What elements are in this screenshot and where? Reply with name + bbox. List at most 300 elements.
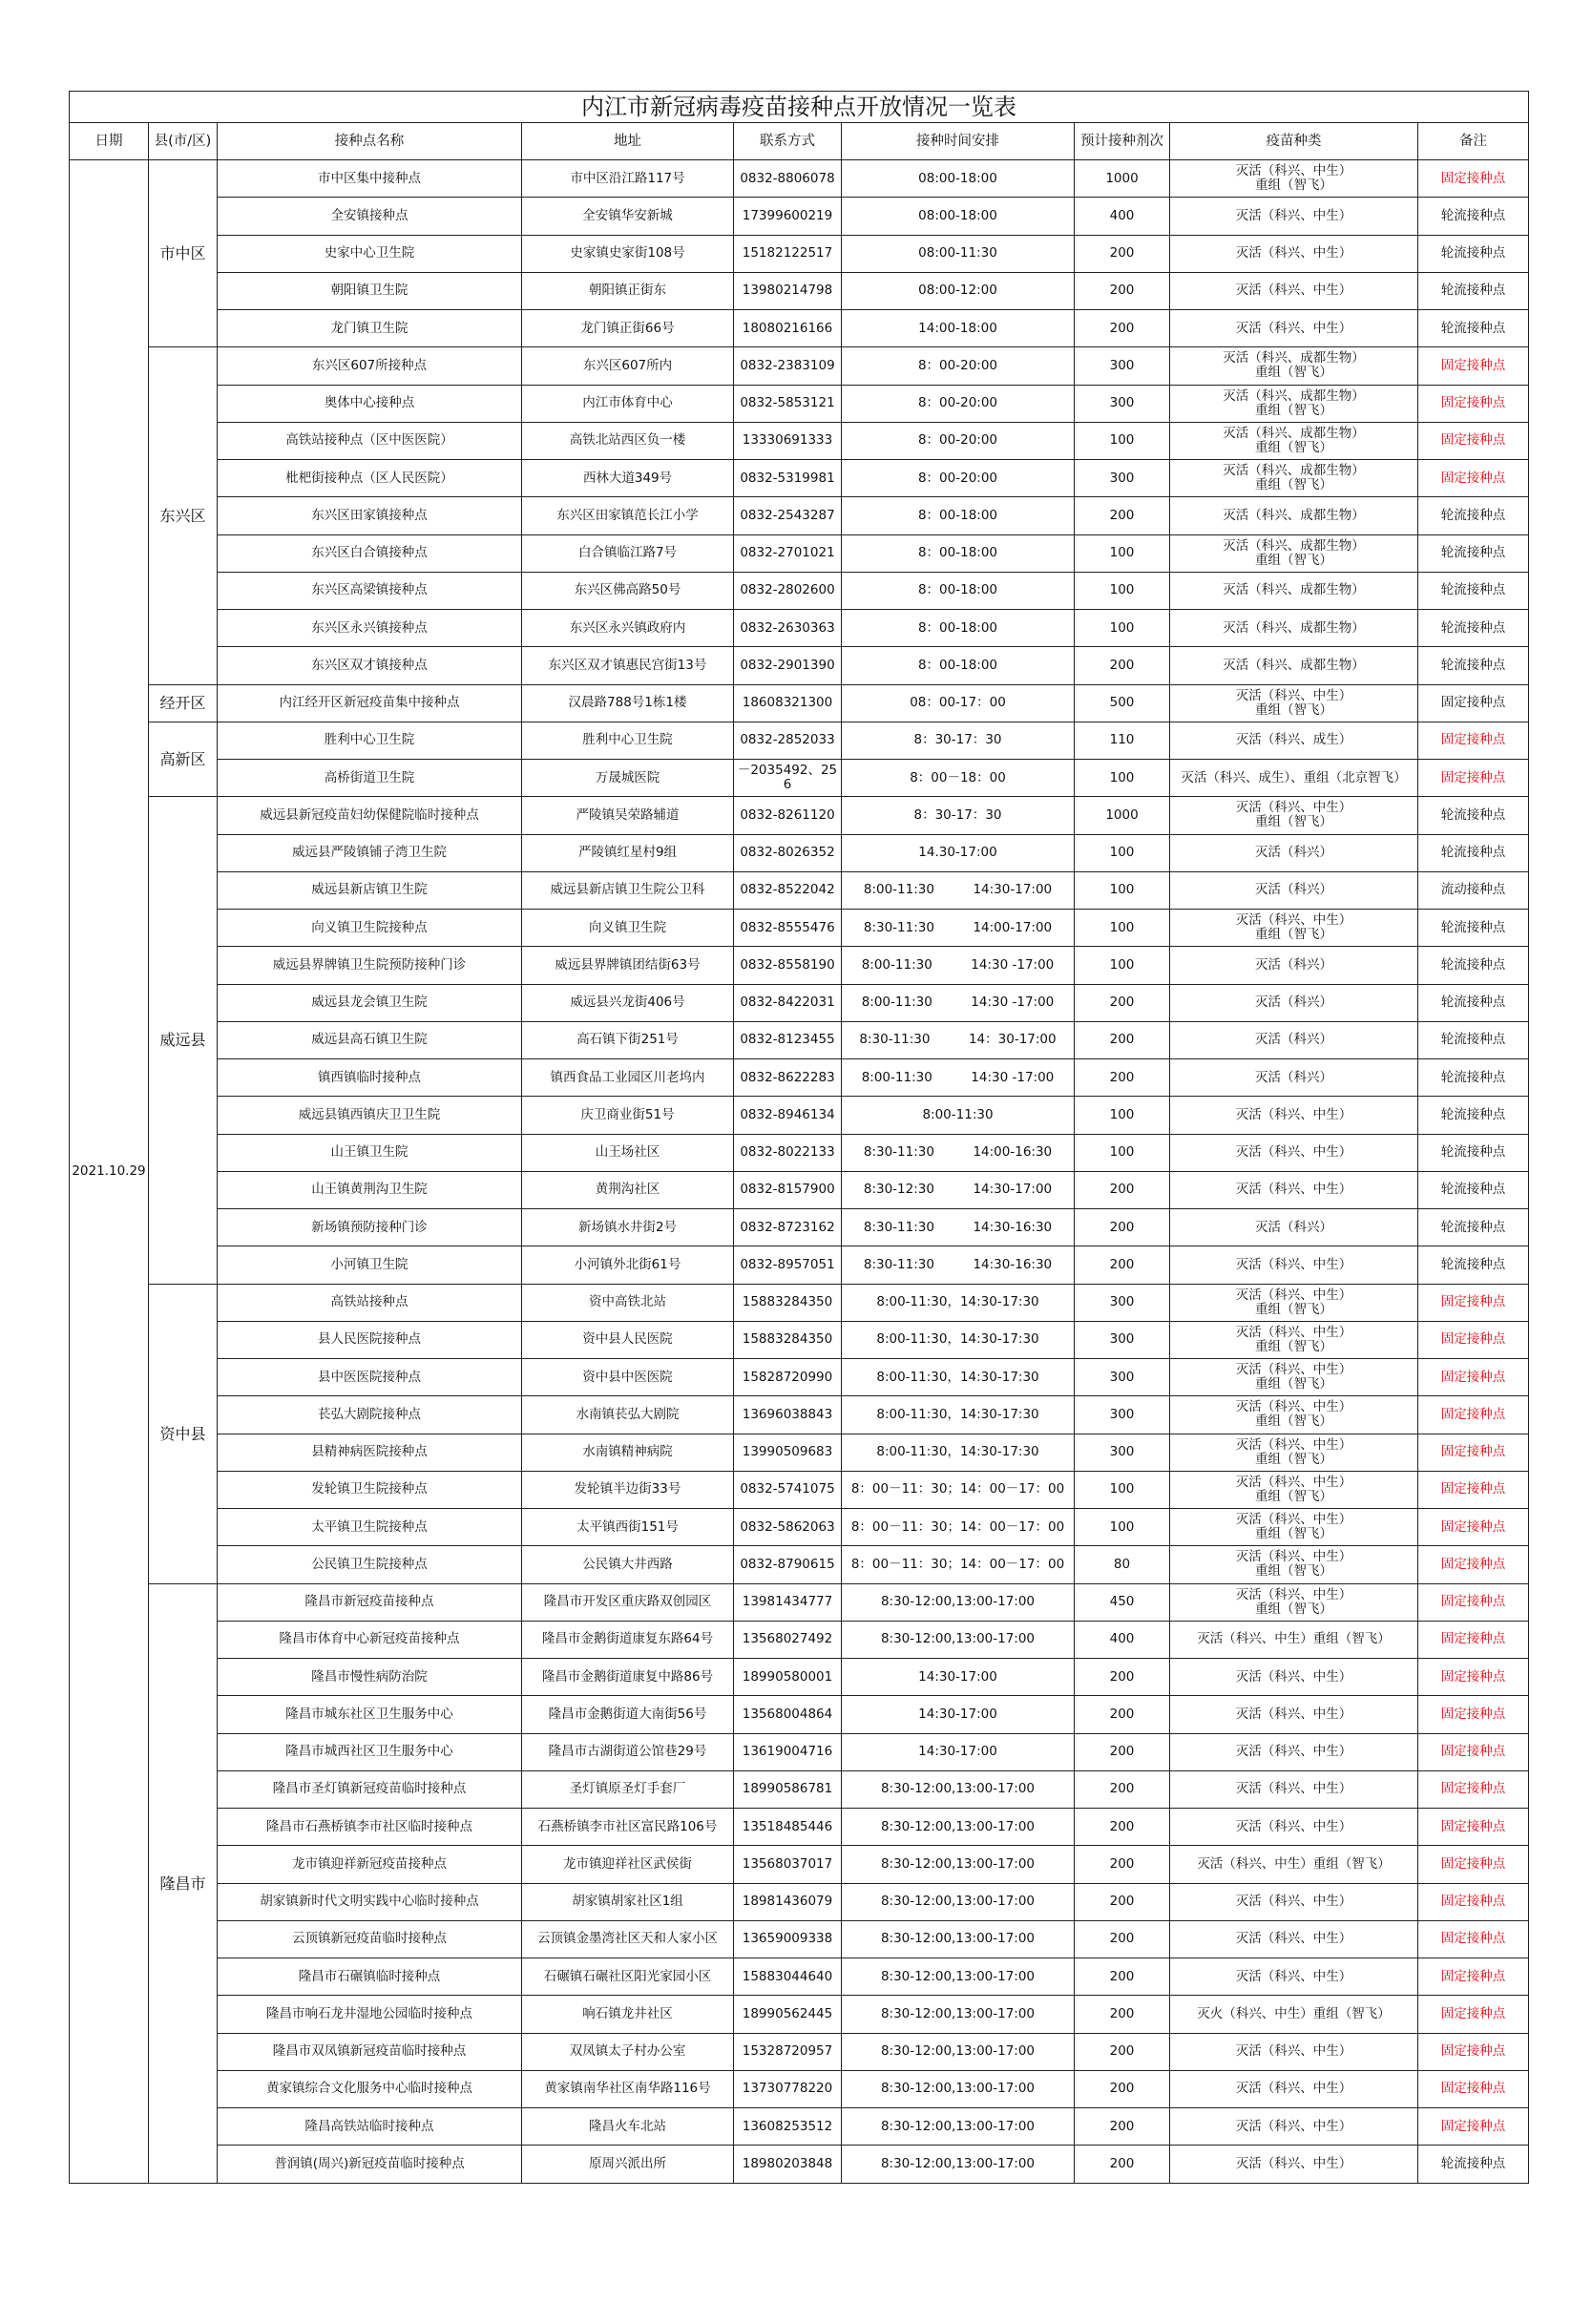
remark-cell: 固定接种点 xyxy=(1418,1883,1529,1920)
vaccine-type-cell: 灭活（科兴） xyxy=(1170,1059,1418,1097)
contact-cell: 0832-8558190 xyxy=(734,947,842,984)
remark-cell: 固定接种点 xyxy=(1418,1546,1529,1583)
schedule-cell: 8：00-18:00 xyxy=(842,497,1075,534)
doses-cell: 200 xyxy=(1075,235,1170,272)
doses-cell: 200 xyxy=(1075,1696,1170,1733)
remark-cell: 固定接种点 xyxy=(1418,1846,1529,1883)
schedule-cell: 8：00－18：00 xyxy=(842,760,1075,797)
site-name-cell: 东兴区高梁镇接种点 xyxy=(218,572,522,609)
vaccine-type-cell: 灭活（科兴、中生） xyxy=(1170,1770,1418,1808)
header-site-name: 接种点名称 xyxy=(218,123,522,160)
table-row xyxy=(70,1471,1529,1508)
county-cell: 东兴区 xyxy=(149,347,218,684)
contact-cell: 13659009338 xyxy=(734,1920,842,1958)
site-name-cell: 小河镇卫生院 xyxy=(218,1246,522,1284)
contact-cell: －2035492、256 xyxy=(734,760,842,797)
table-row xyxy=(70,722,1529,759)
header-date: 日期 xyxy=(70,123,149,160)
remark-cell: 轮流接种点 xyxy=(1418,1209,1529,1246)
table-row xyxy=(70,947,1529,984)
contact-cell: 0832-8022133 xyxy=(734,1134,842,1171)
table-row xyxy=(70,610,1529,647)
site-name-cell: 东兴区607所接种点 xyxy=(218,347,522,385)
schedule-cell: 8:30-11:30 14:30-16:30 xyxy=(842,1246,1075,1284)
remark-cell: 固定接种点 xyxy=(1418,1284,1529,1321)
vaccine-type-cell: 灭活（科兴、中生） xyxy=(1170,2033,1418,2070)
table-row xyxy=(70,1958,1529,1996)
table-row xyxy=(70,647,1529,684)
contact-cell: 13730778220 xyxy=(734,2070,842,2107)
table-row xyxy=(70,1883,1529,1920)
site-name-cell: 隆昌市体育中心新冠疫苗接种点 xyxy=(218,1621,522,1658)
doses-cell: 200 xyxy=(1075,1920,1170,1958)
site-name-cell: 胜利中心卫生院 xyxy=(218,722,522,759)
vaccine-type-cell: 灭活（科兴） xyxy=(1170,984,1418,1021)
vaccine-type-cell: 灭活（科兴、中生） 重组（智飞） xyxy=(1170,1284,1418,1321)
site-name-cell: 威远县严陵镇铺子湾卫生院 xyxy=(218,834,522,871)
doses-cell: 200 xyxy=(1075,1733,1170,1770)
doses-cell: 100 xyxy=(1075,1509,1170,1546)
schedule-cell: 14:30-17:00 xyxy=(842,1696,1075,1733)
vaccine-type-cell: 灭活（科兴、成都生物） xyxy=(1170,572,1418,609)
site-name-cell: 隆昌市响石龙井湿地公园临时接种点 xyxy=(218,1996,522,2033)
schedule-cell: 8:30-12:00,13:00-17:00 xyxy=(842,1846,1075,1883)
schedule-cell: 8：00-20:00 xyxy=(842,422,1075,459)
remark-cell: 轮流接种点 xyxy=(1418,534,1529,572)
remark-cell: 固定接种点 xyxy=(1418,160,1529,198)
contact-cell: 0832-8123455 xyxy=(734,1021,842,1058)
schedule-cell: 8:30-12:00,13:00-17:00 xyxy=(842,1621,1075,1658)
table-row xyxy=(70,684,1529,722)
schedule-cell: 14.30-17:00 xyxy=(842,834,1075,871)
schedule-cell: 8:00-11:30 14:30 -17:00 xyxy=(842,984,1075,1021)
site-name-cell: 高铁站接种点 xyxy=(218,1284,522,1321)
schedule-cell: 8：30-17：30 xyxy=(842,797,1075,834)
site-name-cell: 苌弘大剧院接种点 xyxy=(218,1396,522,1434)
address-cell: 龙门镇正街66号 xyxy=(522,310,734,347)
vaccine-type-cell: 灭活（科兴、中生） 重组（智飞） xyxy=(1170,1546,1418,1583)
table-row xyxy=(70,347,1529,385)
contact-cell: 13330691333 xyxy=(734,422,842,459)
schedule-cell: 8：00-20:00 xyxy=(842,460,1075,497)
address-cell: 高石镇下街251号 xyxy=(522,1021,734,1058)
doses-cell: 100 xyxy=(1075,910,1170,947)
table-row xyxy=(70,1021,1529,1058)
doses-cell: 200 xyxy=(1075,1846,1170,1883)
vaccine-type-cell: 灭活（科兴、中生） xyxy=(1170,1659,1418,1696)
vaccine-type-cell: 灭活（科兴、成都生物） 重组（智飞） xyxy=(1170,385,1418,422)
address-cell: 万晟城医院 xyxy=(522,760,734,797)
remark-cell: 轮流接种点 xyxy=(1418,1246,1529,1284)
site-name-cell: 威远县镇西镇庆卫卫生院 xyxy=(218,1097,522,1134)
schedule-cell: 8：00-20:00 xyxy=(842,347,1075,385)
table-row xyxy=(70,422,1529,459)
contact-cell: 0832-8790615 xyxy=(734,1546,842,1583)
site-name-cell: 隆昌市慢性病防治院 xyxy=(218,1659,522,1696)
table-row xyxy=(70,834,1529,871)
doses-cell: 200 xyxy=(1075,272,1170,309)
schedule-cell: 8:30-12:00,13:00-17:00 xyxy=(842,2108,1075,2146)
table-row xyxy=(70,2108,1529,2146)
schedule-cell: 8：00－11：30；14：00－17：00 xyxy=(842,1509,1075,1546)
doses-cell: 500 xyxy=(1075,684,1170,722)
schedule-cell: 14:00-18:00 xyxy=(842,310,1075,347)
schedule-cell: 8:30-12:00,13:00-17:00 xyxy=(842,1583,1075,1621)
contact-cell: 13980214798 xyxy=(734,272,842,309)
site-name-cell: 镇西镇临时接种点 xyxy=(218,1059,522,1097)
remark-cell: 轮流接种点 xyxy=(1418,497,1529,534)
address-cell: 庆卫商业街51号 xyxy=(522,1097,734,1134)
remark-cell: 轮流接种点 xyxy=(1418,1171,1529,1208)
address-cell: 响石镇龙井社区 xyxy=(522,1996,734,2033)
contact-cell: 13568037017 xyxy=(734,1846,842,1883)
table-row xyxy=(70,2070,1529,2107)
contact-cell: 18608321300 xyxy=(734,684,842,722)
vaccine-type-cell: 灭活（科兴、中生） 重组（智飞） xyxy=(1170,1583,1418,1621)
site-name-cell: 隆昌市新冠疫苗接种点 xyxy=(218,1583,522,1621)
table-row xyxy=(70,1097,1529,1134)
doses-cell: 450 xyxy=(1075,1583,1170,1621)
address-cell: 石燕桥镇李市社区富民路106号 xyxy=(522,1809,734,1846)
contact-cell: 13990509683 xyxy=(734,1434,842,1471)
remark-cell: 固定接种点 xyxy=(1418,1809,1529,1846)
table-row xyxy=(70,1396,1529,1434)
address-cell: 汉晨路788号1栋1楼 xyxy=(522,684,734,722)
schedule-cell: 8:30-12:00,13:00-17:00 xyxy=(842,1883,1075,1920)
table-row xyxy=(70,1809,1529,1846)
address-cell: 白合镇临江路7号 xyxy=(522,534,734,572)
table-row xyxy=(70,910,1529,947)
site-name-cell: 山王镇黄荆沟卫生院 xyxy=(218,1171,522,1208)
doses-cell: 100 xyxy=(1075,834,1170,871)
schedule-cell: 8:00-11:30 xyxy=(842,1097,1075,1134)
schedule-cell: 8：00-18:00 xyxy=(842,610,1075,647)
county-cell: 高新区 xyxy=(149,722,218,797)
doses-cell: 100 xyxy=(1075,947,1170,984)
table-row xyxy=(70,235,1529,272)
vaccine-type-cell: 灭活（科兴、中生） xyxy=(1170,272,1418,309)
table-row xyxy=(70,1846,1529,1883)
address-cell: 资中高铁北站 xyxy=(522,1284,734,1321)
remark-cell: 固定接种点 xyxy=(1418,1509,1529,1546)
address-cell: 威远县兴龙街406号 xyxy=(522,984,734,1021)
site-name-cell: 隆昌市圣灯镇新冠疫苗临时接种点 xyxy=(218,1770,522,1808)
remark-cell: 固定接种点 xyxy=(1418,684,1529,722)
doses-cell: 200 xyxy=(1075,2033,1170,2070)
site-name-cell: 龙市镇迎祥新冠疫苗接种点 xyxy=(218,1846,522,1883)
table-row xyxy=(70,1696,1529,1733)
vaccine-type-cell: 灭活（科兴、中生） xyxy=(1170,310,1418,347)
site-name-cell: 太平镇卫生院接种点 xyxy=(218,1509,522,1546)
address-cell: 隆昌市古湖街道公馆巷29号 xyxy=(522,1733,734,1770)
site-name-cell: 朝阳镇卫生院 xyxy=(218,272,522,309)
schedule-cell: 8:30-12:00,13:00-17:00 xyxy=(842,2146,1075,2183)
contact-cell: 0832-8026352 xyxy=(734,834,842,871)
contact-cell: 0832-8723162 xyxy=(734,1209,842,1246)
schedule-cell: 8:30-12:30 14:30-17:00 xyxy=(842,1171,1075,1208)
address-cell: 向义镇卫生院 xyxy=(522,910,734,947)
doses-cell: 1000 xyxy=(1075,160,1170,198)
table-row xyxy=(70,1546,1529,1583)
vaccine-type-cell: 灭活（科兴、中生） 重组（智飞） xyxy=(1170,160,1418,198)
site-name-cell: 史家中心卫生院 xyxy=(218,235,522,272)
doses-cell: 200 xyxy=(1075,497,1170,534)
vaccination-sites-table xyxy=(69,91,1529,2184)
schedule-cell: 8:30-12:00,13:00-17:00 xyxy=(842,2070,1075,2107)
site-name-cell: 发轮镇卫生院接种点 xyxy=(218,1471,522,1508)
header-remark: 备注 xyxy=(1418,123,1529,160)
schedule-cell: 8:00-11:30，14:30-17:30 xyxy=(842,1321,1075,1358)
schedule-cell: 8:00-11:30，14:30-17:30 xyxy=(842,1396,1075,1434)
site-name-cell: 县精神病医院接种点 xyxy=(218,1434,522,1471)
site-name-cell: 内江经开区新冠疫苗集中接种点 xyxy=(218,684,522,722)
doses-cell: 200 xyxy=(1075,1958,1170,1996)
address-cell: 资中县人民医院 xyxy=(522,1321,734,1358)
schedule-cell: 8:00-11:30 14:30 -17:00 xyxy=(842,947,1075,984)
vaccine-type-cell: 灭活（科兴、成都生物） xyxy=(1170,610,1418,647)
contact-cell: 15883284350 xyxy=(734,1284,842,1321)
doses-cell: 200 xyxy=(1075,984,1170,1021)
doses-cell: 300 xyxy=(1075,385,1170,422)
site-name-cell: 胡家镇新时代文明实践中心临时接种点 xyxy=(218,1883,522,1920)
table-row xyxy=(70,198,1529,235)
site-name-cell: 向义镇卫生院接种点 xyxy=(218,910,522,947)
site-name-cell: 东兴区田家镇接种点 xyxy=(218,497,522,534)
vaccine-type-cell: 灭活（科兴、中生） 重组（智飞） xyxy=(1170,684,1418,722)
vaccine-type-cell: 灭活（科兴、中生） xyxy=(1170,2108,1418,2146)
contact-cell: 0832-2543287 xyxy=(734,497,842,534)
address-cell: 太平镇西街151号 xyxy=(522,1509,734,1546)
site-name-cell: 威远县新店镇卫生院 xyxy=(218,871,522,909)
doses-cell: 300 xyxy=(1075,460,1170,497)
schedule-cell: 8:30-12:00,13:00-17:00 xyxy=(842,1809,1075,1846)
vaccine-type-cell: 灭活（科兴、中生） 重组（智飞） xyxy=(1170,910,1418,947)
table-row xyxy=(70,1209,1529,1246)
header-address: 地址 xyxy=(522,123,734,160)
site-name-cell: 黄家镇综合文化服务中心临时接种点 xyxy=(218,2070,522,2107)
contact-cell: 18080216166 xyxy=(734,310,842,347)
doses-cell: 100 xyxy=(1075,1134,1170,1171)
remark-cell: 轮流接种点 xyxy=(1418,910,1529,947)
contact-cell: 0832-8422031 xyxy=(734,984,842,1021)
vaccine-type-cell: 灭活（科兴） xyxy=(1170,1021,1418,1058)
remark-cell: 固定接种点 xyxy=(1418,1583,1529,1621)
site-name-cell: 云顶镇新冠疫苗临时接种点 xyxy=(218,1920,522,1958)
contact-cell: 0832-5741075 xyxy=(734,1471,842,1508)
doses-cell: 200 xyxy=(1075,1246,1170,1284)
contact-cell: 0832-8957051 xyxy=(734,1246,842,1284)
contact-cell: 18990562445 xyxy=(734,1996,842,2033)
county-cell: 市中区 xyxy=(149,160,218,347)
doses-cell: 1000 xyxy=(1075,797,1170,834)
table-row xyxy=(70,1621,1529,1658)
doses-cell: 300 xyxy=(1075,1434,1170,1471)
schedule-cell: 8:30-12:00,13:00-17:00 xyxy=(842,1958,1075,1996)
date-cell: 2021.10.29 xyxy=(70,160,149,2184)
schedule-cell: 8：30-17：30 xyxy=(842,722,1075,759)
address-cell: 云顶镇金墨湾社区天和人家小区 xyxy=(522,1920,734,1958)
contact-cell: 0832-2852033 xyxy=(734,722,842,759)
table-row xyxy=(70,1359,1529,1396)
schedule-cell: 08:00-12:00 xyxy=(842,272,1075,309)
county-cell: 隆昌市 xyxy=(149,1583,218,2183)
schedule-cell: 08:00-18:00 xyxy=(842,160,1075,198)
address-cell: 隆昌市金鹅街道大南街56号 xyxy=(522,1696,734,1733)
header-vaccine-type: 疫苗种类 xyxy=(1170,123,1418,160)
doses-cell: 100 xyxy=(1075,572,1170,609)
table-row xyxy=(70,385,1529,422)
vaccine-type-cell: 灭活（科兴、中生） 重组（智飞） xyxy=(1170,1509,1418,1546)
remark-cell: 轮流接种点 xyxy=(1418,1021,1529,1058)
site-name-cell: 县中医医院接种点 xyxy=(218,1359,522,1396)
remark-cell: 轮流接种点 xyxy=(1418,198,1529,235)
contact-cell: 0832-8522042 xyxy=(734,871,842,909)
vaccine-type-cell: 灭活（科兴、成都生物） 重组（智飞） xyxy=(1170,460,1418,497)
schedule-cell: 8：00-18:00 xyxy=(842,647,1075,684)
address-cell: 东兴区永兴镇政府内 xyxy=(522,610,734,647)
contact-cell: 0832-2901390 xyxy=(734,647,842,684)
vaccine-type-cell: 灭活（科兴、成生）、重组（北京智飞） xyxy=(1170,760,1418,797)
table-row xyxy=(70,797,1529,834)
vaccine-type-cell: 灭活（科兴） xyxy=(1170,1209,1418,1246)
doses-cell: 200 xyxy=(1075,1171,1170,1208)
vaccine-type-cell: 灭活（科兴、中生）重组（智飞） xyxy=(1170,1621,1418,1658)
site-name-cell: 枇杷街接种点（区人民医院） xyxy=(218,460,522,497)
address-cell: 双凤镇太子村办公室 xyxy=(522,2033,734,2070)
header-row xyxy=(70,123,1529,160)
remark-cell: 轮流接种点 xyxy=(1418,310,1529,347)
address-cell: 隆昌火车北站 xyxy=(522,2108,734,2146)
contact-cell: 0832-5319981 xyxy=(734,460,842,497)
doses-cell: 300 xyxy=(1075,1284,1170,1321)
table-row xyxy=(70,1246,1529,1284)
doses-cell: 110 xyxy=(1075,722,1170,759)
remark-cell: 固定接种点 xyxy=(1418,2108,1529,2146)
vaccine-type-cell: 灭活（科兴、中生） 重组（智飞） xyxy=(1170,1434,1418,1471)
remark-cell: 固定接种点 xyxy=(1418,347,1529,385)
schedule-cell: 14:30-17:00 xyxy=(842,1659,1075,1696)
contact-cell: 0832-8946134 xyxy=(734,1097,842,1134)
remark-cell: 固定接种点 xyxy=(1418,1696,1529,1733)
table-row xyxy=(70,1996,1529,2033)
vaccine-type-cell: 灭活（科兴、中生） 重组（智飞） xyxy=(1170,1321,1418,1358)
doses-cell: 200 xyxy=(1075,1996,1170,2033)
contact-cell: 18980203848 xyxy=(734,2146,842,2183)
address-cell: 公民镇大井西路 xyxy=(522,1546,734,1583)
remark-cell: 固定接种点 xyxy=(1418,460,1529,497)
address-cell: 东兴区佛高路50号 xyxy=(522,572,734,609)
address-cell: 史家镇史家街108号 xyxy=(522,235,734,272)
site-name-cell: 奥体中心接种点 xyxy=(218,385,522,422)
schedule-cell: 8:30-12:00,13:00-17:00 xyxy=(842,2033,1075,2070)
doses-cell: 400 xyxy=(1075,198,1170,235)
remark-cell: 固定接种点 xyxy=(1418,1321,1529,1358)
site-name-cell: 威远县龙会镇卫生院 xyxy=(218,984,522,1021)
contact-cell: 15328720957 xyxy=(734,2033,842,2070)
vaccine-type-cell: 灭活（科兴、中生） xyxy=(1170,198,1418,235)
sheet-title: 内江市新冠病毒疫苗接种点开放情况一览表 xyxy=(70,92,1529,123)
doses-cell: 200 xyxy=(1075,310,1170,347)
schedule-cell: 14:30-17:00 xyxy=(842,1733,1075,1770)
header-contact: 联系方式 xyxy=(734,123,842,160)
vaccine-type-cell: 灭活（科兴、成都生物） xyxy=(1170,647,1418,684)
address-cell: 小河镇外北街61号 xyxy=(522,1246,734,1284)
doses-cell: 300 xyxy=(1075,1359,1170,1396)
doses-cell: 80 xyxy=(1075,1546,1170,1583)
vaccine-type-cell: 灭活（科兴） xyxy=(1170,871,1418,909)
vaccine-type-cell: 灭活（科兴、中生） xyxy=(1170,1883,1418,1920)
site-name-cell: 公民镇卫生院接种点 xyxy=(218,1546,522,1583)
table-row xyxy=(70,310,1529,347)
address-cell: 水南镇精神病院 xyxy=(522,1434,734,1471)
doses-cell: 200 xyxy=(1075,1659,1170,1696)
address-cell: 水南镇苌弘大剧院 xyxy=(522,1396,734,1434)
contact-cell: 0832-5862063 xyxy=(734,1509,842,1546)
address-cell: 发轮镇半边街33号 xyxy=(522,1471,734,1508)
address-cell: 西林大道349号 xyxy=(522,460,734,497)
table-row xyxy=(70,1509,1529,1546)
address-cell: 隆昌市金鹅街道康复中路86号 xyxy=(522,1659,734,1696)
address-cell: 东兴区607所内 xyxy=(522,347,734,385)
address-cell: 镇西食品工业园区川老坞内 xyxy=(522,1059,734,1097)
remark-cell: 固定接种点 xyxy=(1418,385,1529,422)
site-name-cell: 威远县高石镇卫生院 xyxy=(218,1021,522,1058)
address-cell: 朝阳镇正街东 xyxy=(522,272,734,309)
site-name-cell: 东兴区永兴镇接种点 xyxy=(218,610,522,647)
vaccine-type-cell: 灭活（科兴、中生） 重组（智飞） xyxy=(1170,1396,1418,1434)
vaccine-type-cell: 灭活（科兴、中生） 重组（智飞） xyxy=(1170,1359,1418,1396)
table-row xyxy=(70,272,1529,309)
contact-cell: 13619004716 xyxy=(734,1733,842,1770)
remark-cell: 轮流接种点 xyxy=(1418,235,1529,272)
vaccine-type-cell: 灭活（科兴、中生） 重组（智飞） xyxy=(1170,797,1418,834)
contact-cell: 15883044640 xyxy=(734,1958,842,1996)
vaccine-type-cell: 灭活（科兴、成都生物） 重组（智飞） xyxy=(1170,534,1418,572)
contact-cell: 15828720990 xyxy=(734,1359,842,1396)
site-name-cell: 东兴区双才镇接种点 xyxy=(218,647,522,684)
table-row xyxy=(70,871,1529,909)
remark-cell: 固定接种点 xyxy=(1418,722,1529,759)
schedule-cell: 8:00-11:30 14:30 -17:00 xyxy=(842,1059,1075,1097)
table-row xyxy=(70,497,1529,534)
address-cell: 隆昌市开发区重庆路双创园区 xyxy=(522,1583,734,1621)
schedule-cell: 8:30-12:00,13:00-17:00 xyxy=(842,1996,1075,2033)
site-name-cell: 高铁站接种点（区中医医院） xyxy=(218,422,522,459)
remark-cell: 固定接种点 xyxy=(1418,1359,1529,1396)
vaccine-type-cell: 灭活（科兴、中生） 重组（智飞） xyxy=(1170,1471,1418,1508)
schedule-cell: 8：00－11：30；14：00－17：00 xyxy=(842,1471,1075,1508)
vaccine-type-cell: 灭活（科兴、中生） xyxy=(1170,2070,1418,2107)
vaccine-type-cell: 灭活（科兴、中生） xyxy=(1170,1920,1418,1958)
doses-cell: 200 xyxy=(1075,1059,1170,1097)
vaccine-type-cell: 灭火（科兴、中生）重组（智飞） xyxy=(1170,1996,1418,2033)
site-name-cell: 隆昌市石碾镇临时接种点 xyxy=(218,1958,522,1996)
site-name-cell: 隆昌市城西社区卫生服务中心 xyxy=(218,1733,522,1770)
site-name-cell: 高桥街道卫生院 xyxy=(218,760,522,797)
address-cell: 资中县中医医院 xyxy=(522,1359,734,1396)
contact-cell: 18990586781 xyxy=(734,1770,842,1808)
doses-cell: 200 xyxy=(1075,1021,1170,1058)
address-cell: 胜利中心卫生院 xyxy=(522,722,734,759)
table-row xyxy=(70,1284,1529,1321)
site-name-cell: 威远县界牌镇卫生院预防接种门诊 xyxy=(218,947,522,984)
table-row xyxy=(70,460,1529,497)
remark-cell: 流动接种点 xyxy=(1418,871,1529,909)
site-name-cell: 新场镇预防接种门诊 xyxy=(218,1209,522,1246)
county-cell: 资中县 xyxy=(149,1284,218,1583)
contact-cell: 13981434777 xyxy=(734,1583,842,1621)
site-name-cell: 隆昌高铁站临时接种点 xyxy=(218,2108,522,2146)
